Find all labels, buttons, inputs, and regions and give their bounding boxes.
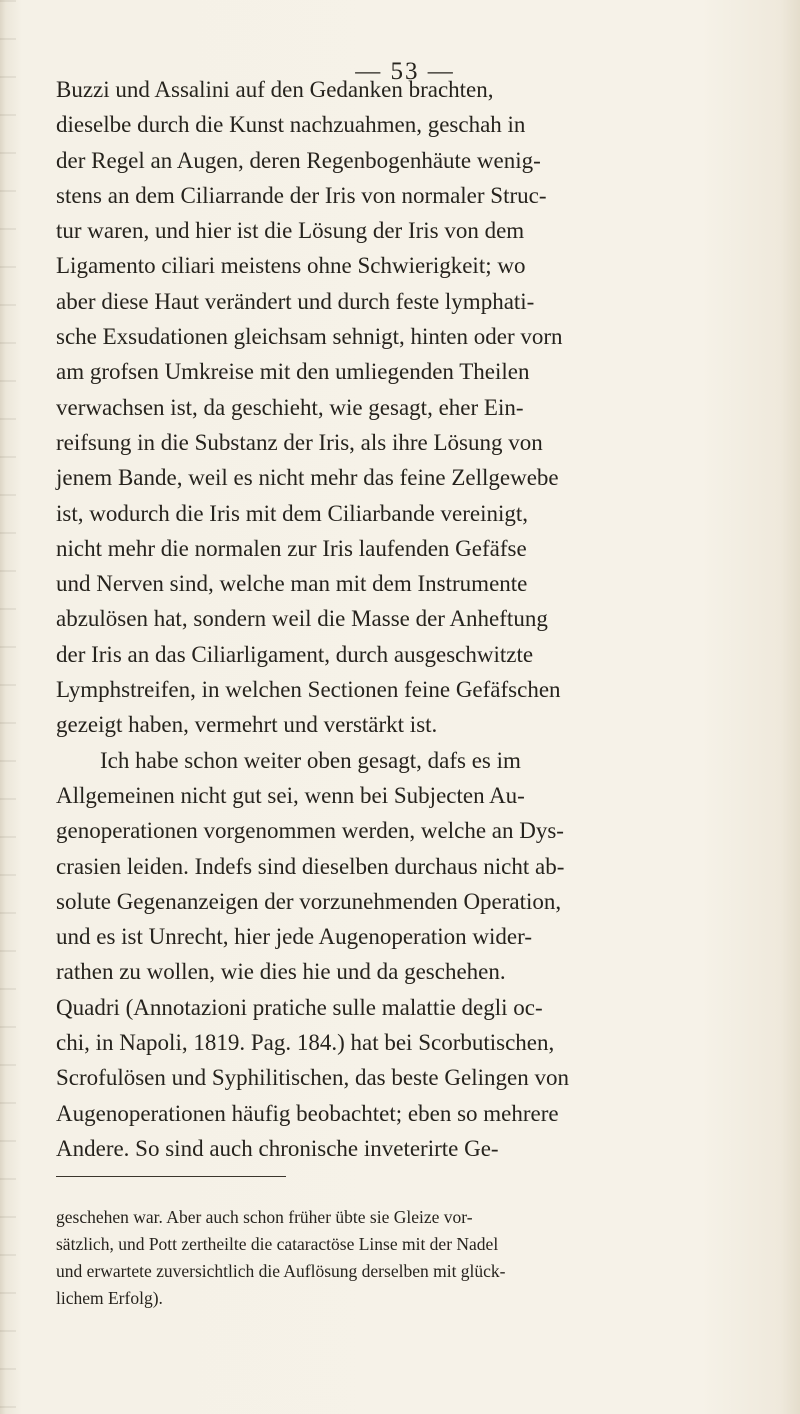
text-line: aber diese Haut verändert und durch feste lymphati- bbox=[56, 288, 535, 314]
text-line: Augenoperationen häufig beobachtet; eben so mehrere bbox=[56, 1100, 559, 1126]
text-line: tur waren, und hier ist die Lösung der Iris von dem bbox=[56, 218, 525, 244]
text-line: Lymphstreifen, in welchen Sectionen feine Gefäfschen bbox=[56, 677, 561, 703]
text-line: rathen zu wollen, wie dies hie und da geschehen. bbox=[56, 959, 506, 985]
text-line: reifsung in die Substanz der Iris, als ihre Lösung von bbox=[56, 429, 543, 455]
text-line: jenem Bande, weil es nicht mehr das feine Zellgewebe bbox=[56, 465, 559, 491]
text-line: abzulösen hat, sondern weil die Masse der Anheftung bbox=[56, 606, 548, 632]
text-line: chi, in Napoli, 1819. Pag. 184.) hat bei Scorbutischen, bbox=[56, 1030, 555, 1056]
body-text bbox=[56, 72, 756, 1166]
text-line: crasien leiden. Indefs sind dieselben durchaus nicht ab- bbox=[56, 853, 565, 879]
text-line: Quadri (Annotazioni pratiche sulle malattie degli oc- bbox=[56, 994, 543, 1020]
binding-edge bbox=[0, 0, 16, 1414]
paragraph-start-line: Ich habe schon weiter oben gesagt, dafs es im bbox=[100, 747, 521, 773]
text-line: nicht mehr die normalen zur Iris laufenden Gefäfse bbox=[56, 535, 527, 561]
text-line: und es ist Unrecht, hier jede Augenoperation wider- bbox=[56, 924, 533, 950]
text-line: und Nerven sind, welche man mit dem Instrumente bbox=[56, 571, 528, 597]
footnote-line: lichem Erfolg). bbox=[56, 1288, 163, 1308]
text-line: der Iris an das Ciliarligament, durch ausgeschwitzte bbox=[56, 641, 534, 667]
text-line: solute Gegenanzeigen der vorzunehmenden Operation, bbox=[56, 888, 562, 914]
text-line: gezeigt haben, vermehrt und verstärkt ist. bbox=[56, 712, 438, 738]
text-line: Buzzi und Assalini auf den Gedanken brachten, bbox=[56, 77, 494, 102]
text-line: sche Exsudationen gleichsam sehnigt, hinten oder vorn bbox=[56, 324, 563, 350]
footnote-divider bbox=[56, 1176, 286, 1177]
text-line: Allgemeinen nicht gut sei, wenn bei Subjecten Au- bbox=[56, 782, 525, 808]
text-line: genoperationen vorgenommen werden, welche an Dys- bbox=[56, 818, 564, 844]
text-line: dieselbe durch die Kunst nachzuahmen, geschah in bbox=[56, 112, 526, 138]
text-line: stens an dem Ciliarrande der Iris von normaler Struc- bbox=[56, 182, 547, 208]
text-line: Andere. So sind auch chronische inveterirte Ge- bbox=[56, 1135, 499, 1161]
text-line: Scrofulösen und Syphilitischen, das beste Gelingen von bbox=[56, 1065, 569, 1091]
text-line: verwachsen ist, da geschieht, wie gesagt, eher Ein- bbox=[56, 394, 524, 420]
text-line: am grofsen Umkreise mit den umliegenden Theilen bbox=[56, 359, 530, 385]
footnote bbox=[56, 1204, 756, 1312]
text-line: Ligamento ciliari meistens ohne Schwierigkeit; wo bbox=[56, 253, 526, 279]
text-line: der Regel an Augen, deren Regenbogenhäute wenig- bbox=[56, 147, 541, 173]
footnote-line: geschehen war. Aber auch schon früher übte sie Gleize vor- bbox=[56, 1207, 473, 1227]
text-line: ist, wodurch die Iris mit dem Ciliarbande vereinigt, bbox=[56, 500, 529, 526]
footnote-line: und erwartete zuversichtlich die Auflösung derselben mit glück- bbox=[56, 1261, 506, 1281]
footnote-line: sätzlich, und Pott zertheilte die cataractöse Linse mit der Nadel bbox=[56, 1234, 499, 1254]
page-number: — 53 — bbox=[355, 58, 455, 85]
